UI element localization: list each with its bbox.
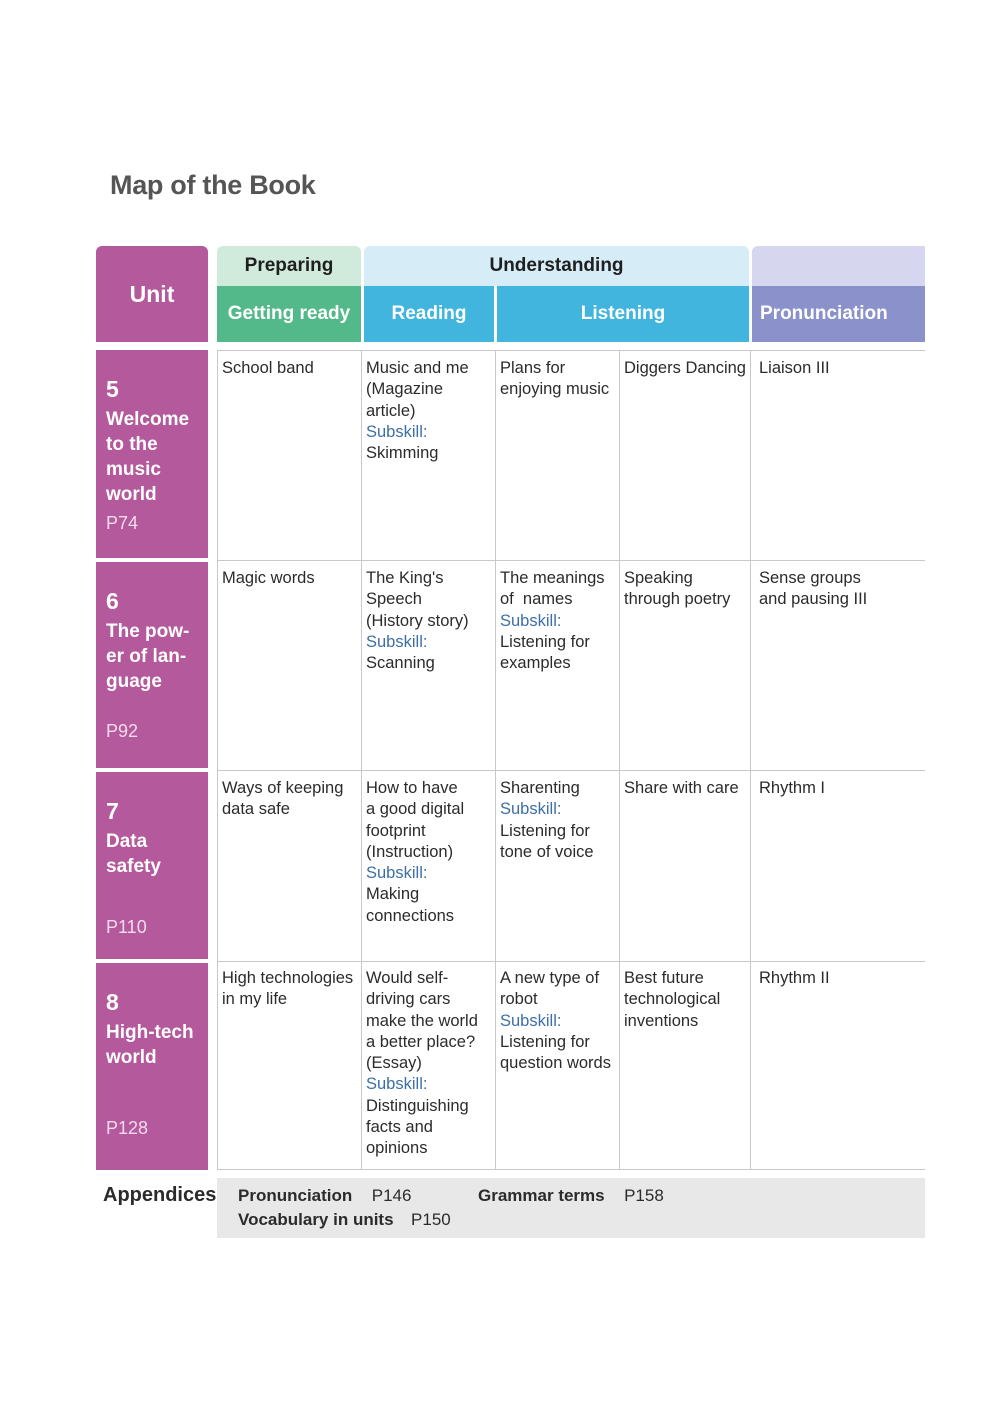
listening-cell-2: Best future technological inventions bbox=[624, 969, 721, 1030]
unit-number: 7 bbox=[106, 798, 119, 824]
unit-cell-8 bbox=[96, 963, 208, 1170]
unit-cell-7 bbox=[96, 772, 208, 959]
subskill-label: Subskill: bbox=[366, 864, 428, 883]
listening-cell-2: Speaking through poetry bbox=[624, 569, 731, 609]
getting-ready-cell: High technologies in my life bbox=[222, 969, 354, 1009]
unit-cell-6 bbox=[96, 562, 208, 768]
column-header-getting-ready: Getting ready bbox=[217, 286, 361, 342]
grid-line bbox=[361, 350, 362, 1170]
pronunciation-cell: Rhythm I bbox=[759, 779, 826, 797]
listening-cell-2: Share with care bbox=[624, 779, 739, 797]
subskill-label: Subskill: bbox=[366, 1075, 428, 1094]
unit-name: Welcome to the music world bbox=[106, 409, 190, 505]
group-header-pronunciation-blank bbox=[752, 246, 925, 286]
unit-number: 6 bbox=[106, 588, 119, 614]
reading-cell: Would self- driving cars make the world a better place? (Essay) Subskill: Distinguishing facts and opinions bbox=[366, 969, 478, 1158]
listening-cell: Sharenting Subskill: Listening for tone of voice bbox=[500, 779, 594, 861]
pronunciation-cell: Rhythm II bbox=[759, 969, 830, 987]
reading-cell: The King's Speech (History story) Subskill: Scanning bbox=[366, 569, 469, 673]
unit-page: P128 bbox=[106, 1118, 149, 1138]
unit-cell-5 bbox=[96, 350, 208, 558]
unit-number: 5 bbox=[106, 376, 119, 402]
appendices-label: Appendices bbox=[103, 1184, 217, 1206]
reading-cell: How to have a good digital footprint (Instruction) Subskill: Making connections bbox=[366, 779, 465, 925]
grid-line bbox=[217, 1169, 925, 1170]
unit-page: P110 bbox=[106, 917, 147, 937]
unit-column-header: Unit bbox=[96, 246, 208, 342]
grid-line bbox=[217, 350, 925, 351]
listening-cell-2: Diggers Dancing bbox=[624, 359, 746, 377]
grid-line bbox=[217, 770, 925, 771]
unit-name: The pow- er of lan- guage bbox=[106, 621, 190, 692]
unit-name: High-tech world bbox=[106, 1022, 194, 1068]
pronunciation-cell: Liaison III bbox=[759, 359, 830, 377]
appendix-item: Vocabulary in units P150 bbox=[238, 1210, 451, 1229]
grid-line bbox=[619, 350, 620, 1170]
listening-cell: Plans for enjoying music bbox=[500, 359, 610, 399]
grid-line bbox=[217, 961, 925, 962]
grid-line bbox=[217, 560, 925, 561]
page-title: Map of the Book bbox=[110, 170, 316, 200]
subskill-label: Subskill: bbox=[500, 800, 562, 819]
grid-line bbox=[495, 350, 496, 1170]
subskill-label: Subskill: bbox=[366, 422, 428, 441]
column-header-listening: Listening bbox=[497, 286, 749, 342]
grid-line bbox=[750, 350, 751, 1170]
grid-line bbox=[217, 350, 218, 1170]
appendix-item: Pronunciation P146 bbox=[238, 1186, 412, 1205]
unit-number: 8 bbox=[106, 989, 119, 1015]
listening-cell: The meanings of names Subskill: Listening for examples bbox=[500, 569, 605, 673]
unit-page: P92 bbox=[106, 721, 139, 741]
reading-cell: Music and me (Magazine article) Subskill: Skimming bbox=[366, 359, 469, 463]
group-header-preparing: Preparing bbox=[217, 246, 361, 286]
getting-ready-cell: Ways of keeping data safe bbox=[222, 779, 344, 819]
unit-page: P74 bbox=[106, 513, 139, 533]
pronunciation-cell: Sense groups and pausing III bbox=[759, 569, 868, 609]
subskill-label: Subskill: bbox=[500, 611, 562, 630]
group-header-understanding: Understanding bbox=[364, 246, 749, 286]
subskill-label: Subskill: bbox=[500, 1011, 562, 1030]
unit-name: Data safety bbox=[106, 831, 161, 877]
listening-cell: A new type of robot Subskill: Listening for question words bbox=[500, 969, 611, 1073]
getting-ready-cell: School band bbox=[222, 359, 314, 377]
column-header-reading: Reading bbox=[364, 286, 494, 342]
subskill-label: Subskill: bbox=[366, 632, 428, 651]
getting-ready-cell: Magic words bbox=[222, 569, 315, 587]
column-header-pronunciation: Pronunciation bbox=[752, 286, 925, 342]
appendix-item: Grammar terms P158 bbox=[478, 1186, 664, 1205]
